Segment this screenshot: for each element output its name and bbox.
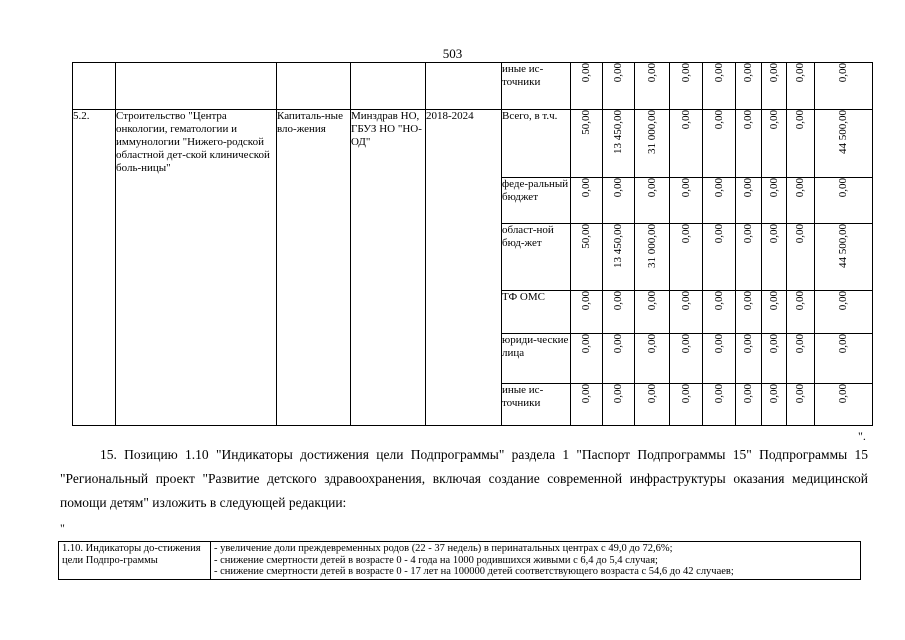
- source-label: юриди-ческие лица: [502, 334, 571, 384]
- table-row-source: [73, 110, 873, 178]
- value-cell: [603, 178, 635, 224]
- value-cell: 0,00: [635, 63, 670, 110]
- value-text: 0,00: [645, 384, 658, 404]
- value-cell: [762, 291, 787, 334]
- value-text: 0,00: [767, 291, 780, 311]
- value-text: 0,00: [612, 334, 624, 354]
- paragraph-15-text: 15. Позицию 1.10 "Индикаторы достижения цели Подпрограммы" раздела 1 "Паспорт Подпрограммы 15" Подпрограммы 15 "Региональный проект "Развитие детского здравоохранения, включая создание современной инфраструктуры оказания медицинской помощи детям" изложить в следующей редакции:: [60, 447, 868, 510]
- value-cell: 0,00: [815, 63, 873, 110]
- source-label: област-ной бюд-жет: [502, 224, 571, 291]
- value-text: 0,00: [794, 384, 806, 404]
- value-cell: [762, 334, 787, 384]
- row-number: 5.2.: [73, 110, 116, 426]
- budget-table: [72, 62, 873, 426]
- value-text: 0,00: [837, 384, 849, 404]
- value-text: 0,00: [767, 110, 780, 130]
- value-cell: 0,00: [703, 63, 736, 110]
- value-cell: [703, 178, 736, 224]
- value-text: 13 450,00: [612, 224, 624, 268]
- opening-quote: ": [60, 521, 65, 535]
- value-cell: [635, 334, 670, 384]
- value-cell: [787, 334, 815, 384]
- value-cell: [635, 178, 670, 224]
- value-cell: 0,00: [736, 63, 762, 110]
- value-text: 44 500,00: [837, 110, 849, 154]
- value-text: 0,00: [794, 224, 806, 244]
- empty-cell: [116, 63, 277, 110]
- executor: Минздрав НО, ГБУЗ НО "НО-ОД": [351, 110, 426, 426]
- value-cell: [815, 110, 873, 178]
- value-cell: [571, 291, 603, 334]
- value-cell: [703, 384, 736, 426]
- value-cell: [762, 384, 787, 426]
- value-text: 0,00: [612, 291, 624, 311]
- value-cell: 0,00: [787, 63, 815, 110]
- value-cell: [762, 224, 787, 291]
- value-text: 0,00: [712, 110, 725, 130]
- value-cell: [787, 291, 815, 334]
- expense-type: Капиталь-ные вло-жения: [277, 110, 351, 426]
- value-cell: [787, 384, 815, 426]
- source-label: феде-ральный бюджет: [502, 178, 571, 224]
- value-cell: [762, 178, 787, 224]
- value-cell: [571, 384, 603, 426]
- indicators-label: 1.10. Индикаторы до-стижения цели Подпро-граммы: [59, 542, 211, 580]
- budget-table-body: [73, 63, 873, 426]
- value-cell: [603, 384, 635, 426]
- table-row-prev-other-sources: [73, 63, 873, 110]
- value-cell: [762, 110, 787, 178]
- page-number: 503: [442, 46, 463, 61]
- value-cell: [635, 110, 670, 178]
- value-text: 0,00: [612, 384, 624, 404]
- value-text: 0,00: [712, 291, 725, 311]
- value-cell: [736, 110, 762, 178]
- value-text: 0,00: [794, 334, 806, 354]
- value-cell: [603, 224, 635, 291]
- empty-cell: [426, 63, 502, 110]
- value-text: 0,00: [580, 178, 592, 198]
- value-cell: [736, 291, 762, 334]
- value-cell: [736, 384, 762, 426]
- source-label: Всего, в т.ч.: [502, 110, 571, 178]
- source-label: иные ис- точники: [502, 63, 571, 110]
- value-cell: [603, 334, 635, 384]
- value-text: 0,00: [767, 224, 780, 244]
- value-cell: 0,00: [670, 63, 703, 110]
- indicators-row: [59, 542, 861, 580]
- value-cell: [815, 291, 873, 334]
- value-text: 0,00: [712, 334, 725, 354]
- paragraph-15: [60, 443, 868, 515]
- value-cell: [670, 334, 703, 384]
- value-cell: [703, 291, 736, 334]
- value-text: 0,00: [742, 224, 754, 244]
- value-text: 0,00: [580, 334, 592, 354]
- indicators-table: [58, 541, 861, 580]
- value-cell: [703, 334, 736, 384]
- closing-quote: ".: [858, 429, 866, 443]
- empty-cell: [277, 63, 351, 110]
- value-text: 0,00: [645, 178, 658, 198]
- value-text: 0,00: [679, 384, 692, 404]
- value-cell: [603, 291, 635, 334]
- value-cell: [787, 178, 815, 224]
- value-text: 0,00: [742, 334, 754, 354]
- value-text: 44 500,00: [837, 224, 849, 268]
- value-text: 0,00: [679, 178, 692, 198]
- value-cell: [571, 334, 603, 384]
- value-text: 0,00: [742, 291, 754, 311]
- value-text: 0,00: [679, 334, 692, 354]
- value-cell: [815, 224, 873, 291]
- value-cell: [815, 384, 873, 426]
- value-text: 0,00: [794, 110, 806, 130]
- value-text: 0,00: [645, 291, 658, 311]
- value-text: 0,00: [742, 384, 754, 404]
- period: 2018-2024: [426, 110, 502, 426]
- value-cell: [815, 178, 873, 224]
- value-text: 50,00: [580, 224, 592, 249]
- value-text: 0,00: [837, 334, 849, 354]
- project-name: Строительство "Центра онкологии, гематологии и иммунологии "Нижего-родской областной дет-ской клинической боль-ницы": [116, 110, 277, 426]
- value-text: 0,00: [767, 334, 780, 354]
- value-cell: [571, 224, 603, 291]
- value-cell: [670, 178, 703, 224]
- value-cell: [736, 224, 762, 291]
- value-text: 0,00: [580, 384, 592, 404]
- source-label: иные ис-точники: [502, 384, 571, 426]
- value-cell: [736, 334, 762, 384]
- value-text: 0,00: [645, 334, 658, 354]
- value-text: 31 000,00: [645, 224, 658, 268]
- value-text: 0,00: [767, 384, 780, 404]
- indicator-item: - снижение смертности детей в возрасте 0 - 4 года на 1000 родившихся живыми с 6,4 до 5,4 случая;: [214, 554, 658, 566]
- value-cell: [670, 110, 703, 178]
- value-cell: [635, 224, 670, 291]
- indicator-item: - снижение смертности детей в возрасте 0 - 17 лет на 100000 детей соответствующего возраста с 54,6 до 42 случаев;: [214, 566, 734, 577]
- value-text: 0,00: [679, 224, 692, 244]
- value-cell: [603, 110, 635, 178]
- value-cell: [571, 110, 603, 178]
- value-text: 0,00: [712, 384, 725, 404]
- empty-cell: [73, 63, 116, 110]
- value-cell: [635, 291, 670, 334]
- value-cell: 0,00: [571, 63, 603, 110]
- value-text: 0,00: [794, 291, 806, 311]
- value-cell: [571, 178, 603, 224]
- value-cell: [703, 110, 736, 178]
- value-text: 0,00: [712, 178, 725, 198]
- value-text: 13 450,00: [612, 110, 624, 154]
- value-text: 0,00: [612, 178, 624, 198]
- value-text: 0,00: [837, 178, 849, 198]
- empty-cell: [351, 63, 426, 110]
- value-text: 0,00: [580, 291, 592, 311]
- value-text: 0,00: [742, 178, 754, 198]
- value-cell: [736, 178, 762, 224]
- value-text: 0,00: [679, 291, 692, 311]
- value-text: 0,00: [679, 110, 692, 130]
- indicators-list: [211, 542, 861, 580]
- indicator-item: - увеличение доли преждевременных родов (22 - 37 недель) в перинатальных центрах с 49,0 до 72,6%;: [214, 543, 673, 554]
- value-cell: [635, 384, 670, 426]
- value-cell: [670, 291, 703, 334]
- value-text: 0,00: [742, 110, 754, 130]
- value-cell: 0,00: [603, 63, 635, 110]
- value-text: 0,00: [837, 291, 849, 311]
- value-cell: [787, 224, 815, 291]
- source-label: ТФ ОМС: [502, 291, 571, 334]
- value-text: 50,00: [580, 110, 592, 135]
- value-text: 0,00: [712, 224, 725, 244]
- value-text: 0,00: [794, 178, 806, 198]
- value-cell: [787, 110, 815, 178]
- value-cell: 0,00: [762, 63, 787, 110]
- value-text: 31 000,00: [645, 110, 658, 154]
- value-text: 0,00: [767, 178, 780, 198]
- value-cell: [815, 334, 873, 384]
- value-cell: [670, 384, 703, 426]
- value-cell: [703, 224, 736, 291]
- value-cell: [670, 224, 703, 291]
